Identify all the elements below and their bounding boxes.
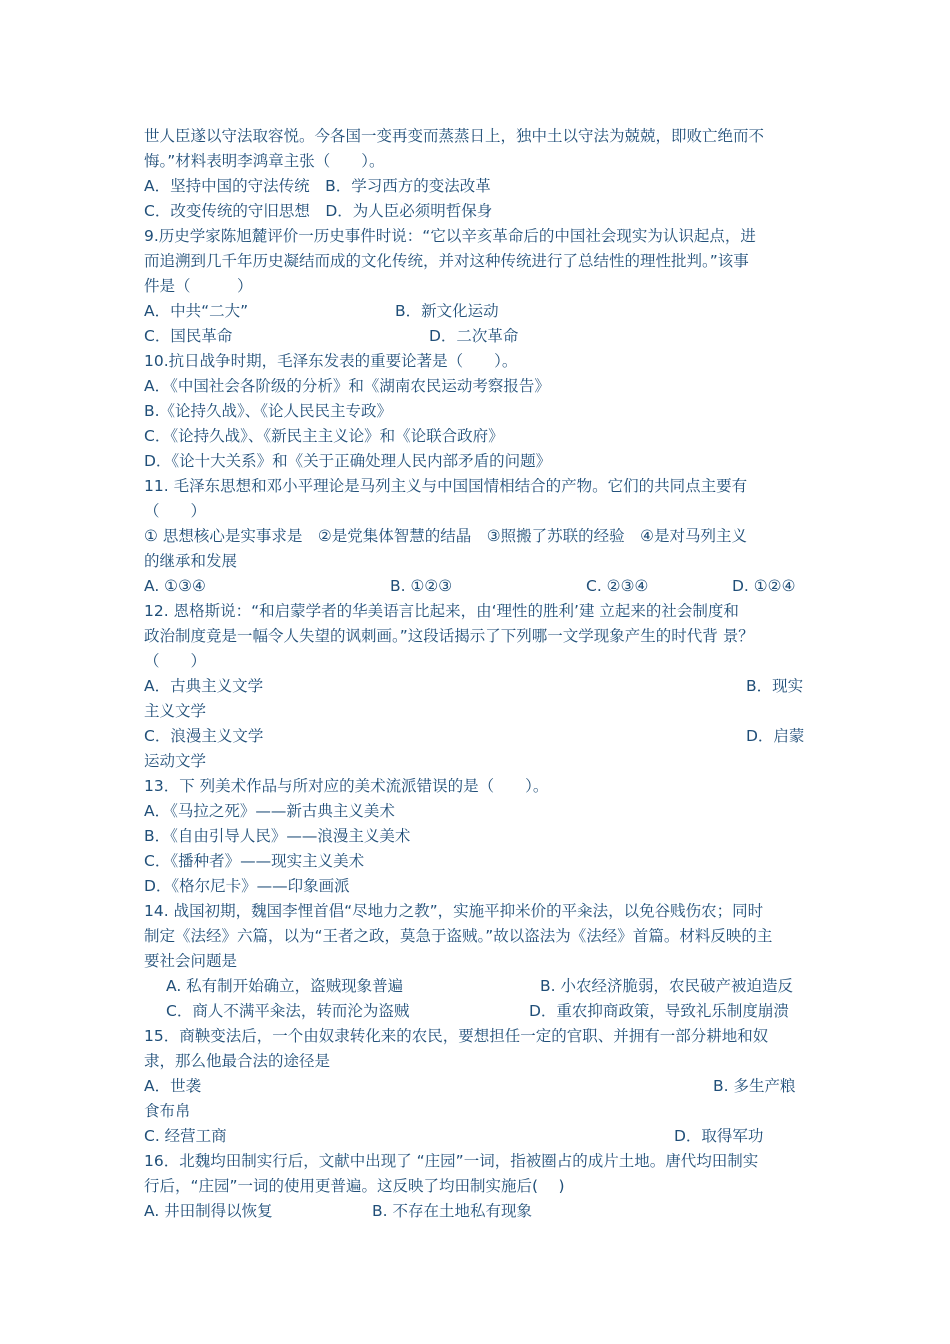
option-b: B．《自由引导人民》——浪漫主义美术 [144, 827, 411, 845]
question-11: 11. 毛泽东思想和邓小平理论是马列主义与中国国情相结合的产物。它们的共同点主要有 [144, 477, 748, 495]
option-c: C. 经营工商 [144, 1127, 227, 1145]
text-line: 制定《法经》六篇，以为“王者之政，莫急于盗贼。”故以盗法为《法经》首篇。材料反映的主 [144, 927, 773, 945]
text-line: 悔。”材料表明李鸿章主张（ ）。 [144, 152, 385, 170]
question-12: 12. 恩格斯说：“和启蒙学者的华美语言比起来，由‘理性的胜利’建 立起来的社会制度和 [144, 602, 739, 620]
option-line: C．改变传统的守旧思想 D．为人臣必须明哲保身 [144, 202, 493, 220]
text-line: 件是（ ） [144, 277, 253, 295]
option-b: B．新文化运动 [395, 302, 499, 320]
option-c: C. ②③④ [586, 577, 649, 595]
option-d: D．《论十大关系》和《关于正确处理人民内部矛盾的问题》 [144, 452, 552, 470]
text-line: 而追溯到几千年历史凝结而成的文化传统，并对这种传统进行了总结性的理性批判。”该事 [144, 252, 749, 270]
option-d: D．《格尔尼卡》——印象画派 [144, 877, 350, 895]
option-d: D．二次革命 [429, 327, 519, 345]
text-line: 政治制度竟是一幅令人失望的讽刺画。”这段话揭示了下列哪一文学现象产生的时代背 景？ [144, 627, 754, 645]
option-a: A．《马拉之死》——新古典主义美术 [144, 802, 395, 820]
option-a: A．《中国社会各阶级的分析》和《湖南农民运动考察报告》 [144, 377, 550, 395]
question-16: 16．北魏均田制实行后，文献中出现了 “庄园”一词，指被圈占的成片土地。唐代均田制实 [144, 1152, 759, 1170]
option-b: B. 小农经济脆弱，农民破产被迫造反 [540, 977, 793, 995]
option-b: B. ①②③ [390, 577, 453, 595]
text-line: 行后，“庄园”一词的使用更普遍。这反映了均田制实施后( ) [144, 1177, 565, 1195]
question-10: 10.抗日战争时期，毛泽东发表的重要论著是（ ）。 [144, 352, 518, 370]
text-line: 隶，那么他最合法的途径是 [144, 1052, 331, 1070]
option-d: D．重农抑商政策，导致礼乐制度崩溃 [529, 1002, 789, 1020]
option-b: B. 不存在土地私有现象 [372, 1202, 532, 1220]
text-line: 世人臣遂以守法取容悦。今各国一变再变而蒸蒸日上，独中土以守法为兢兢，即败亡绝而不 [144, 127, 765, 145]
text-line: 主义文学 [144, 702, 207, 720]
text-line: 运动文学 [144, 752, 207, 770]
option-d: D. ①②④ [732, 577, 796, 595]
question-14: 14. 战国初期，魏国李悝首倡“尽地力之教”，实施平抑米价的平籴法，以免谷贱伤农；同时 [144, 902, 764, 920]
option-a: A．古典主义文学 [144, 677, 264, 695]
text-line: 食布帛 [144, 1102, 191, 1120]
text-line: 要社会问题是 [144, 952, 238, 970]
text-line: 的继承和发展 [144, 552, 238, 570]
option-c: C．商人不满平籴法，转而沦为盗贼 [166, 1002, 410, 1020]
option-c: C．《播种者》——现实主义美术 [144, 852, 365, 870]
option-c: C．国民革命 [144, 327, 233, 345]
option-line: A．坚持中国的守法传统 B．学习西方的变法改革 [144, 177, 491, 195]
option-b: B. 多生产粮 [713, 1077, 796, 1095]
option-a: A．世袭 [144, 1077, 202, 1095]
question-15: 15．商鞅变法后，一个由奴隶转化来的农民，要想担任一定的官职、并拥有一部分耕地和奴 [144, 1027, 769, 1045]
text-line: （ ） [144, 652, 207, 670]
option-c: C．《论持久战》、《新民主主义论》和《论联合政府》 [144, 427, 504, 445]
option-d: D．启蒙 [746, 727, 805, 745]
question-13: 13．下 列美术作品与所对应的美术流派错误的是（ ）。 [144, 777, 549, 795]
text-line: （ ） [144, 502, 207, 520]
option-b: B.《论持久战》、《论人民民主专政》 [144, 402, 393, 420]
option-a: A. 井田制得以恢复 [144, 1202, 273, 1220]
option-a: A．中共“二大” [144, 302, 249, 320]
text-line: ① 思想核心是实事求是 ②是党集体智慧的结晶 ③照搬了苏联的经验 ④是对马列主义 [144, 527, 748, 545]
option-b: B．现实 [746, 677, 804, 695]
question-9: 9.历史学家陈旭麓评价一历史事件时说：“它以辛亥革命后的中国社会现实为认识起点，进 [144, 227, 756, 245]
option-a: A. 私有制开始确立，盗贼现象普遍 [166, 977, 404, 995]
option-c: C．浪漫主义文学 [144, 727, 264, 745]
option-d: D．取得军功 [674, 1127, 764, 1145]
option-a: A. ①③④ [144, 577, 206, 595]
